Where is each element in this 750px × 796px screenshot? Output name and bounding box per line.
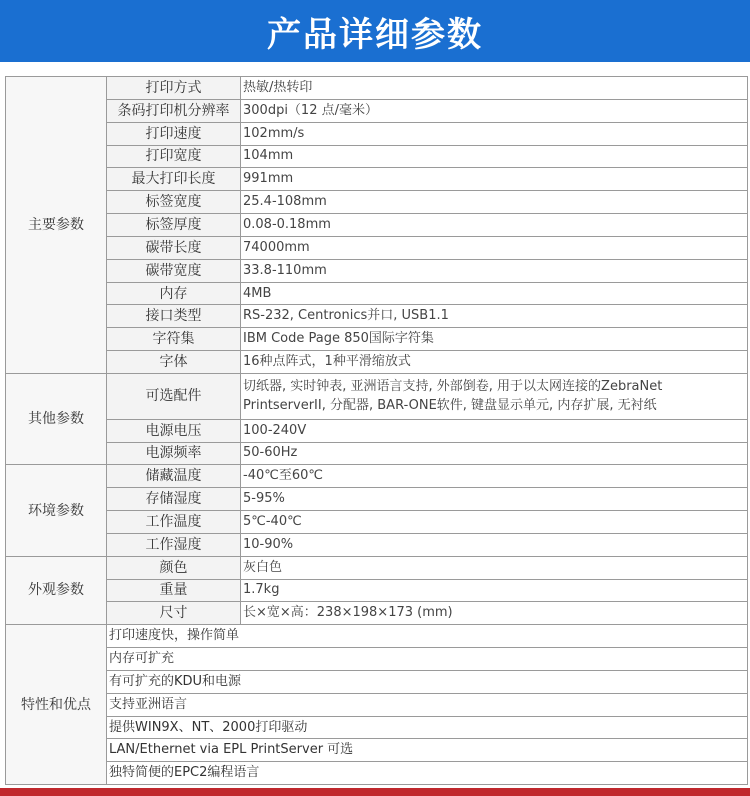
table-row	[6, 236, 748, 259]
row-key: 可选配件	[107, 373, 241, 419]
row-key: 碳带长度	[107, 236, 241, 259]
row-value: RS-232, Centronics并口, USB1.1	[241, 305, 748, 328]
row-key: 颜色	[107, 556, 241, 579]
table-row	[6, 602, 748, 625]
table-row	[6, 716, 748, 739]
feature-item: 独特简便的EPC2编程语言	[107, 762, 748, 785]
row-key: 内存	[107, 282, 241, 305]
table-row	[6, 625, 748, 648]
feature-item: 支持亚洲语言	[107, 693, 748, 716]
row-key: 打印速度	[107, 122, 241, 145]
row-key: 碳带宽度	[107, 259, 241, 282]
header-gap	[0, 62, 750, 76]
table-row	[6, 670, 748, 693]
table-row	[6, 511, 748, 534]
row-value: 991mm	[241, 168, 748, 191]
row-value: IBM Code Page 850国际字符集	[241, 328, 748, 351]
feature-item: 提供WIN9X、NT、2000打印驱动	[107, 716, 748, 739]
row-key: 储藏温度	[107, 465, 241, 488]
row-key: 字体	[107, 351, 241, 374]
table-row	[6, 99, 748, 122]
row-value: 33.8-110mm	[241, 259, 748, 282]
header-banner	[0, 0, 750, 62]
row-key: 字符集	[107, 328, 241, 351]
group-label-features: 特性和优点	[6, 625, 107, 785]
group-label-appearance: 外观参数	[6, 556, 107, 625]
table-row	[6, 465, 748, 488]
table-row	[6, 282, 748, 305]
row-key: 重量	[107, 579, 241, 602]
row-value: -40℃至60℃	[241, 465, 748, 488]
row-key: 电源频率	[107, 442, 241, 465]
feature-item: LAN/Ethernet via EPL PrintServer 可选	[107, 739, 748, 762]
row-value: 74000mm	[241, 236, 748, 259]
table-row	[6, 762, 748, 785]
table-row	[6, 145, 748, 168]
table-row	[6, 328, 748, 351]
row-value: 1.7kg	[241, 579, 748, 602]
row-key: 工作温度	[107, 511, 241, 534]
row-value: 50-60Hz	[241, 442, 748, 465]
row-key: 标签宽度	[107, 191, 241, 214]
table-row	[6, 191, 748, 214]
table-row	[6, 442, 748, 465]
row-value: 100-240V	[241, 419, 748, 442]
group-label-environment: 环境参数	[6, 465, 107, 556]
row-value: 长×宽×高：238×198×173 (mm)	[241, 602, 748, 625]
bottom-bar	[0, 788, 750, 796]
row-value: 25.4-108mm	[241, 191, 748, 214]
group-label-other: 其他参数	[6, 373, 107, 464]
feature-item: 内存可扩充	[107, 648, 748, 671]
row-value: 16种点阵式，1种平滑缩放式	[241, 351, 748, 374]
row-key: 打印宽度	[107, 145, 241, 168]
row-value: 104mm	[241, 145, 748, 168]
spec-table	[5, 76, 748, 785]
page-title: 产品详细参数	[267, 14, 483, 55]
table-row	[6, 739, 748, 762]
row-value: 切纸器, 实时钟表, 亚洲语言支持, 外部倒卷, 用于以太网连接的ZebraNet PrintserverII, 分配器, BAR-ONE软件, 键盘显示单元, 内存扩展, 无衬纸	[241, 373, 748, 419]
table-row	[6, 168, 748, 191]
row-value: 5℃-40℃	[241, 511, 748, 534]
table-row	[6, 214, 748, 237]
row-key: 存储湿度	[107, 488, 241, 511]
table-row	[6, 648, 748, 671]
table-row	[6, 351, 748, 374]
row-key: 接口类型	[107, 305, 241, 328]
feature-item: 打印速度快，操作简单	[107, 625, 748, 648]
table-row	[6, 373, 748, 419]
row-value: 300dpi（12 点/毫米）	[241, 99, 748, 122]
row-key: 条码打印机分辨率	[107, 99, 241, 122]
table-row	[6, 488, 748, 511]
row-key: 打印方式	[107, 77, 241, 100]
table-row	[6, 77, 748, 100]
row-value: 10-90%	[241, 533, 748, 556]
row-key: 电源电压	[107, 419, 241, 442]
table-row	[6, 419, 748, 442]
table-row	[6, 305, 748, 328]
row-value: 5-95%	[241, 488, 748, 511]
row-key: 尺寸	[107, 602, 241, 625]
row-key: 标签厚度	[107, 214, 241, 237]
row-value: 0.08-0.18mm	[241, 214, 748, 237]
table-row	[6, 533, 748, 556]
group-label-main: 主要参数	[6, 77, 107, 374]
row-value: 热敏/热转印	[241, 77, 748, 100]
table-row	[6, 122, 748, 145]
table-row	[6, 579, 748, 602]
table-row	[6, 259, 748, 282]
table-row	[6, 556, 748, 579]
feature-item: 有可扩充的KDU和电源	[107, 670, 748, 693]
row-value: 102mm/s	[241, 122, 748, 145]
row-key: 工作湿度	[107, 533, 241, 556]
table-row	[6, 693, 748, 716]
row-value: 灰白色	[241, 556, 748, 579]
row-value: 4MB	[241, 282, 748, 305]
row-key: 最大打印长度	[107, 168, 241, 191]
